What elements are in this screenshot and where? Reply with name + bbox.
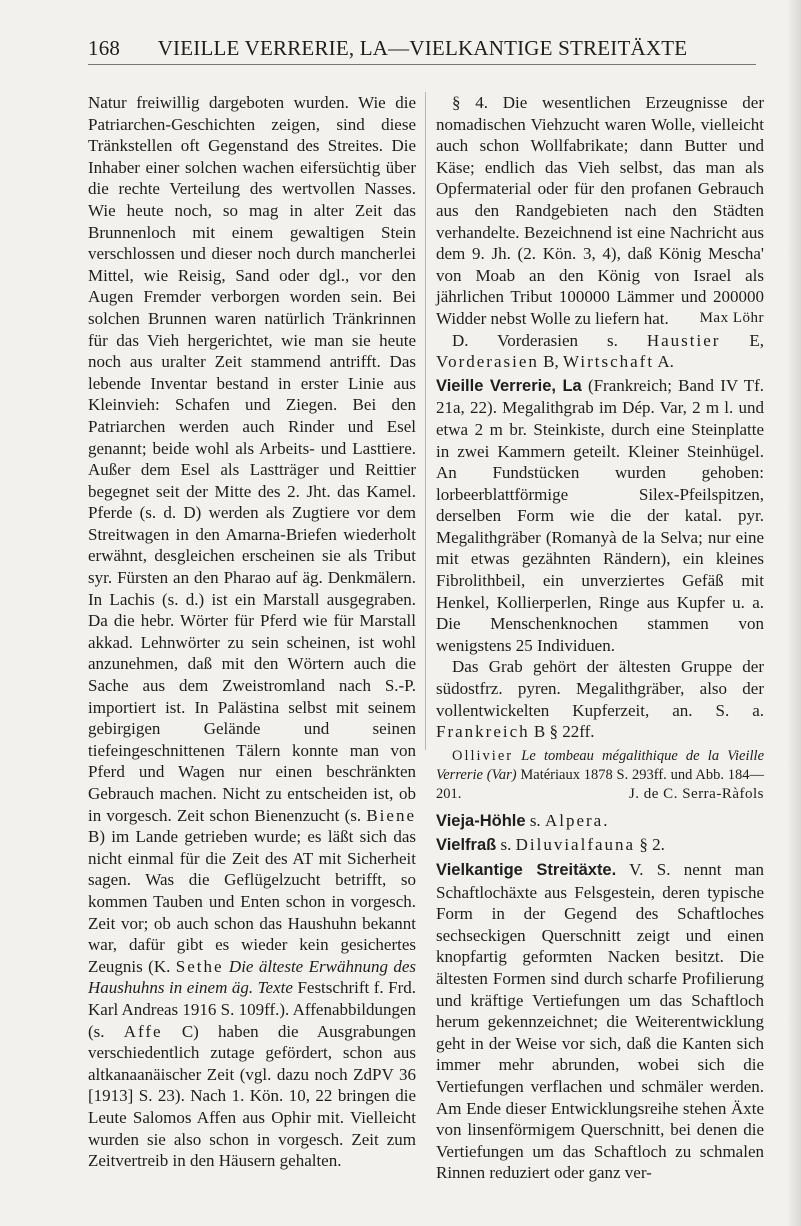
text-segment: s. [529, 810, 541, 830]
text-segment: § 2. [639, 835, 665, 855]
cross-ref-alpera: Alpera. [544, 810, 610, 830]
entry-headword: Vielfraß [436, 836, 497, 855]
entry-headword: Vieille Verrerie, La [436, 376, 582, 395]
lit-details: Matériaux 1878 S. 293ff. und Abb. 184—201. [436, 766, 764, 802]
right-column [436, 92, 764, 1184]
entry-vielkantige-streitaexte [436, 859, 764, 1184]
entry-vielfrass [436, 834, 764, 857]
entry-headword: Vieja-Höhle [436, 811, 526, 830]
cross-ref-diluvialfauna: Diluvialfauna [515, 835, 636, 855]
text-segment: A. [657, 352, 674, 372]
lit-author: Ollivier [452, 747, 514, 764]
cross-ref-wirtschaft: Wirtschaft [562, 352, 655, 372]
text-segment: B, [543, 352, 559, 372]
text-segment: Das Grab gehört der ältesten Gruppe der südostfrz. pyren. Megalithgräber, also der vollentwickelten Kupferzeit, an. S. a. [436, 657, 764, 720]
cross-ref-affe: Affe [123, 1021, 163, 1041]
column-divider [425, 92, 426, 750]
running-head [88, 36, 757, 66]
text-segment: D. Vorderasien s. [452, 330, 618, 350]
cross-ref-haustier: Haustier [646, 330, 721, 350]
text-segment: E, [749, 330, 765, 350]
entry-vieille-verrerie [436, 375, 764, 657]
article-author: J. de C. Serra-Ràfols [628, 785, 764, 802]
text-segment: s. [500, 835, 512, 855]
paragraph-vv-dating [436, 656, 764, 742]
text-segment: § 4. Die wesentlichen Erzeugnisse der nomadischen Viehzucht waren Wolle, vielleicht auch schon Wollfabrikate; dann Butter und Käse; endlich das Vieh selbst, das man als Opfermaterial oder für den profanen Gebrauch aus den Randgebieten nach den Städten verhandelte. Bezeichnend ist eine Nachricht aus dem 9. Jh. (2. Kön. 3, 4), daß König Mescha' von Moab an den König von Israel als jährlichen Tribut 100000 Lämmer und 200000 Widder nebst Wolle zu liefern hat. [436, 93, 764, 328]
text-segment: C) haben die Ausgrabungen verschiedentlich zutage gefördert, schon aus altkanaanäischer Zeit (vgl. dazu noch ZdPV 36 [1913] S. 23). Nach 1. Kön. 10, 22 bringen die Leute Salomos Affen aus Ophir mit. Vielleicht wurden sie also schon in vorgesch. Zeit zum Zeitvertreib in den Häusern gehalten. [88, 1021, 417, 1171]
entry-headword: Vielkantige Streitäxte. [436, 861, 617, 879]
paragraph-section-4 [436, 92, 764, 330]
literature-reference [436, 747, 764, 804]
text-segment: (Frankreich; Band IV Tf. 21a, 22). Megalithgrab im Dép. Var, 2 m l. und etwa 2 m br. Steinkiste, durch eine Steinplatte in zwei Kammern geteilt. Kleiner Steinhügel. An Fundstücken wurden gehoben: lorbeerblattförmige Silex-Pfeilspitzen, derselben Form wie die der katal. pyr. Megalithgräber (Romanyà de la Selva; nur eine mit etwas gezähnten Rändern), ein kleines Fibrolithbeil, ein unverziertes Gefäß mit Henkel, Kollierperlen, Ringe aus Kupfer u. a. Die Menschenknochen stammen von wenigstens 25 Individuen. [436, 375, 765, 655]
cross-ref-biene: Biene [366, 805, 416, 825]
article-author: Max Löhr [699, 309, 764, 326]
page-edge-shadow [787, 0, 801, 1226]
text-segment: B § 22ff. [533, 722, 595, 742]
text-segment: Festschrift f. Frd. Karl Andreas 1916 S. 109ff.). Affenabbildungen (s. [88, 978, 417, 1041]
text-segment: B) im Lande getrieben wurde; es läßt sich das nicht einmal für die Zeit des AT mit Sicherheit sagen. Was die Geflügelzucht betrifft, so kommen Tauben und Enten schon in vorgesch. Zeit vor; ob auch schon das Haushuhn bekannt war, dafür gibt es wieder kein gesichertes Zeugnis (K. [88, 827, 416, 976]
left-column [88, 92, 416, 1172]
cited-author-sethe: Sethe [175, 956, 224, 976]
page-header-title: VIEILLE VERRERIE, LA—VIELKANTIGE STREITÄXTE [157, 36, 688, 60]
text-segment: V. S. nennt man Schaftlochäxte aus Felsgestein, deren typische Form in der Gegend des Schaftloches sechseckigen Querschnitt zeigt und einen knopfartig geformten Nacken besitzt. Die ältesten Formen sind durch scharfe Profilierung und kräftige Vertiefungen um das Schaftloch herum gekennzeichnet; die Weiterentwicklung geht in der Weise vor sich, daß die Kanten sich immer mehr abrunden, wobei sich die Vertiefungen verflachen und schmäler werden. Am Ende dieser Entwicklungsreihe stehen Äxte von linsenförmigem Querschnitt, bei denen die Vertiefungen um das Schaftloch zu schmalen Rinnen reduziert oder ganz ver- [436, 860, 765, 1183]
cross-ref-vorderasien: Vorderasien [436, 352, 539, 372]
entry-vieja-hoehle [436, 810, 764, 833]
cited-title-sethe: Die älteste Erwähnung des Haushuhns in einem äg. Texte [88, 956, 417, 998]
text-segment: Natur freiwillig dargeboten wurden. Wie die Patriarchen-Geschichten zeigen, sind diese Tränkstellen oft Gegenstand des Streites. Die Inhaber einer solchen wachen eifersüchtig über die rechte Verteilung des wertvollen Nasses. Wie heute noch, so mag in alter Zeit das Brunnenloch mit einem gewaltigen Stein verschlossen und dieser noch durch mancherlei Mittel, wie Reisig, Sand oder dgl., vor den Augen Fremder verborgen worden sein. Bei solchen Brunnen waren natürlich Tränkrinnen für das Vieh hergerichtet, wie man sie heute noch aus uralter Zeit stammend antrifft. Das lebende Inventar bestand in erster Linie aus Kleinvieh: Schafen und Ziegen. Bei den Patriarchen werden auch Rinder und Esel genannt; beide wohl als Arbeits- und Lasttiere. Außer dem Esel als Lastträger und Reittier begegnet seit der Mitte des 2. Jht. das Kamel. Pferde (s. d. D) werden als Zugtiere vor dem Streitwagen in den Amarna-Briefen wiederholt erwähnt, desgleichen erscheinen sie als Tribut syr. Fürsten an den Pharao auf äg. Denkmälern. In Lachis (s. d.) ist ein Marstall ausgegraben. Da die hebr. Wörter für Pferd wie für Marstall akkad. Lehnwörter zu sein scheinen, ist wohl anzunehmen, daß mit den Wörtern auch die Sache aus dem Zweistromland nach S.-P. importiert ist. In Palästina selbst mit seinem gebirgigen Gelände und seinen tiefeingeschnittenen Tälern konnte man von Pferd und Wagen nur einen beschränkten Gebrauch machen. Nicht zu entscheiden ist, ob in vorgesch. Zeit schon Bienenzucht (s. [88, 93, 416, 825]
header-rule [88, 64, 756, 65]
paragraph-livestock [88, 92, 416, 1172]
page-number: 168 [88, 36, 121, 60]
cross-ref-frankreich: Frankreich [436, 722, 530, 742]
lit-title: Le tombeau mégalithique de la Vieille Verrerie (Var) [436, 747, 765, 783]
paragraph-vorderasien [436, 330, 764, 373]
